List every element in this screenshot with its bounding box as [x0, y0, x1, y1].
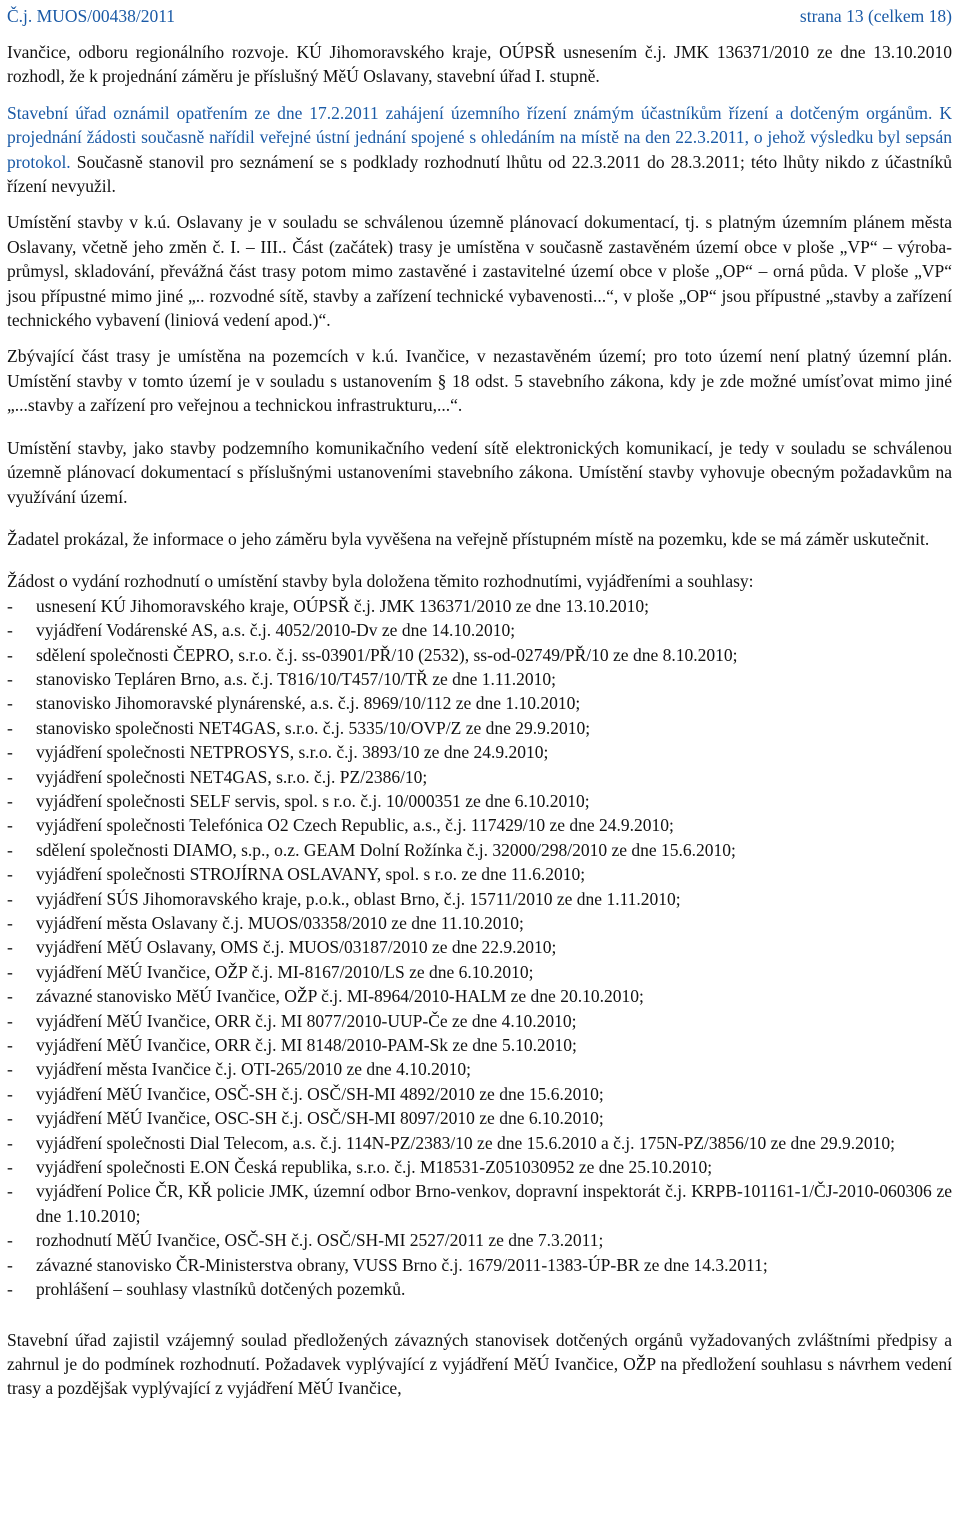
list-dash: -: [7, 790, 13, 811]
list-item: [7, 789, 952, 813]
list-item-text: vyjádření MěÚ Ivančice, OSC-SH č.j. OSČ/SH-MI 8097/2010 ze dne 6.10.2010;: [36, 1108, 604, 1129]
list-dash: -: [7, 1181, 13, 1202]
paragraph-coordination: Stavební úřad zajistil vzájemný soulad předložených závazných stanovisek dotčených orgánů vyžadovaných zvláštními předpisy a zahrnul je do podmínek rozhodnutí. Požadavek vyplývající z vyjádření MěÚ Ivančice, OŽP na předložení souhlasu s návrhem vedení trasy a pozdějšak vyplývající z vyjádření MěÚ Ivančice,: [7, 1329, 952, 1399]
list-item: [7, 716, 952, 740]
list-item: [7, 1277, 952, 1301]
list-item: [7, 740, 952, 764]
list-dash: -: [7, 595, 13, 616]
list-item: [7, 1082, 952, 1106]
list-dash: -: [7, 961, 13, 982]
list-dash: -: [7, 766, 13, 787]
paragraph-documents-intro: Žádost o vydání rozhodnutí o umístění stavby byla doložena těmito rozhodnutími, vyjádřeními a souhlasy:: [7, 571, 754, 592]
list-dash: -: [7, 815, 13, 836]
list-dash: -: [7, 986, 13, 1007]
list-item-text: rozhodnutí MěÚ Ivančice, OSČ-SH č.j. OSČ/SH-MI 2527/2011 ze dne 7.3.2011;: [36, 1230, 604, 1251]
list-item: [7, 887, 952, 911]
list-item: [7, 618, 952, 642]
list-item: [7, 911, 952, 935]
paragraph-notice: Žadatel prokázal, že informace o jeho záměru byla vyvěšena na veřejně přístupném místě na pozemku, kde se má záměr uskutečnit.: [7, 528, 930, 549]
list-item-text: vyjádření MěÚ Ivančice, OSČ-SH č.j. OSČ/SH-MI 4892/2010 ze dne 15.6.2010;: [36, 1083, 604, 1104]
list-item-text: vyjádření společnosti NETPROSYS, s.r.o. č.j. 3893/10 ze dne 24.9.2010;: [36, 742, 549, 763]
list-item-text: vyjádření společnosti SELF servis, spol. s r.o. č.j. 10/000351 ze dne 6.10.2010;: [36, 790, 590, 811]
list-dash: -: [7, 1083, 13, 1104]
list-item-text: vyjádření společnosti STROJÍRNA OSLAVANY, spol. s r.o. ze dne 11.6.2010;: [36, 864, 586, 885]
list-dash: -: [7, 1010, 13, 1031]
list-dash: -: [7, 937, 13, 958]
list-item-text: vyjádření společnosti E.ON Česká republika, s.r.o. č.j. M18531-Z051030952 ze dne 25.10.2010;: [36, 1157, 713, 1178]
list-item-text: vyjádření společnosti NET4GAS, s.r.o. č.j. PZ/2386/10;: [36, 766, 428, 787]
list-item-text: vyjádření MěÚ Ivančice, OŽP č.j. MI-8167/2010/LS ze dne 6.10.2010;: [36, 961, 534, 982]
list-dash: -: [7, 864, 13, 885]
list-item-text: vyjádření MěÚ Ivančice, ORR č.j. MI 8148/2010-PAM-Sk ze dne 5.10.2010;: [36, 1035, 577, 1056]
list-item: [7, 594, 952, 618]
list-item: [7, 1009, 952, 1033]
paragraph-jurisdiction: Ivančice, odboru regionálního rozvoje. KÚ Jihomoravského kraje, OÚPSŘ usnesením č.j. JMK 136371/2010 ze dne 13.10.2010 rozhodl, že k projednání záměru je příslušný MěÚ Oslavany, stavební úřad I. stupně.: [7, 42, 952, 87]
list-item: [7, 1179, 952, 1228]
list-item: [7, 984, 952, 1008]
list-item: [7, 1253, 952, 1277]
list-dash: -: [7, 913, 13, 933]
list-dash: -: [7, 1108, 13, 1129]
list-item-text: vyjádření Vodárenské AS, a.s. č.j. 4052/2010-Dv ze dne 14.10.2010;: [36, 620, 516, 641]
list-item-text: sdělení společnosti DIAMO, s.p., o.z. GEAM Dolní Rožínka č.j. 32000/298/2010 ze dne 15.6.2010;: [36, 839, 736, 860]
list-item-text: vyjádření MěÚ Ivančice, ORR č.j. MI 8077/2010-UUP-Če ze dne 4.10.2010;: [36, 1010, 577, 1031]
document-reference: Č.j. MUOS/00438/2011: [7, 6, 176, 26]
list-item-text: stanovisko společnosti NET4GAS, s.r.o. č.j. 5335/10/OVP/Z ze dne 29.9.2010;: [36, 717, 591, 738]
list-item-text: usnesení KÚ Jihomoravského kraje, OÚPSŘ č.j. JMK 136371/2010 ze dne 13.10.2010;: [36, 595, 649, 616]
list-item: [7, 813, 952, 837]
list-dash: -: [7, 620, 13, 641]
paragraph-proceedings-part-1: Stavební úřad oznámil opatřením ze dne 17.2.2011 zahájení územního řízení známým účastníkům řízení a dotčeným orgánům. K projednání žádosti současně nařídil veřejné ústní jednání spojené s ohledáním na místě na den 22.3.2011, o jehož výsledku byl sepsán protokol.: [7, 102, 952, 172]
paragraph-unplanned-area: Zbývající část trasy je umístěna na pozemcích v k.ú. Ivančice, v nezastavěném území; pro toto území není platný územní plán. Umístění stavby v tomto území je v souladu s ustanovením § 18 odst. 5 stavebního zákona, kdy je zde možné umísťovat mimo jiné „...stavby a zařízení pro veřejnou a technickou infrastrukturu,...“.: [7, 346, 952, 416]
paragraph-land-use-plan: Umístění stavby v k.ú. Oslavany je v souladu se schválenou územně plánovací dokumentací, tj. s platným územním plánem města Oslavany, včetně jeho změn č. I. – III.. Část (začátek) trasy je umístěna v současně zastavěném území obce v ploše „VP“ – výroba-průmysl, skladování, převážná část trasy potom mimo zastavěné i zastavitelné území obce v ploše „OP“ – orná půda. V ploše „VP“ jsou přípustné mimo jiné „.. rozvodné sítě, stavby a zařízení technické vybavenosti...“, v ploše „OP“ jsou přípustné „stavby a zařízení technického vybavení (liniová vedení apod.)“.: [7, 212, 952, 331]
paragraph-proceedings-part-2: Současně stanovil pro seznámení se s podklady rozhodnutí lhůtu od 22.3.2011 do 28.3.2011; této lhůty nikdo z účastníků řízení nevyužil.: [7, 151, 952, 197]
list-item: [7, 643, 952, 667]
list-item: [7, 862, 952, 886]
list-item: [7, 1033, 952, 1057]
list-item-text: stanovisko Jihomoravské plynárenské, a.s. č.j. 8969/10/112 ze dne 1.10.2010;: [36, 693, 581, 714]
list-dash: -: [7, 644, 13, 665]
list-item-text: závazné stanovisko MěÚ Ivančice, OŽP č.j. MI-8964/2010-HALM ze dne 20.10.2010;: [36, 986, 644, 1007]
list-dash: -: [7, 1254, 13, 1275]
list-item-text: vyjádření Police ČR, KŘ policie JMK, územní odbor Brno-venkov, dopravní inspektorát č.j. KRPB-101161-1/ČJ-2010-060306 ze dne 1.10.2010;: [36, 1181, 952, 1226]
list-dash: -: [7, 1132, 13, 1153]
list-dash: -: [7, 717, 13, 738]
list-dash: -: [7, 1059, 13, 1080]
list-item-text: vyjádření společnosti Telefónica O2 Czech Republic, a.s., č.j. 117429/10 ze dne 24.9.2010;: [36, 815, 674, 836]
documents-list: [7, 594, 952, 1302]
list-item: [7, 960, 952, 984]
list-dash: -: [7, 693, 13, 714]
list-item-text: závazné stanovisko ČR-Ministerstva obrany, VUSS Brno č.j. 1679/2011-1383-ÚP-BR ze dne 14.3.2011;: [36, 1254, 768, 1275]
paragraph-compliance: Umístění stavby, jako stavby podzemního komunikačního vedení sítě elektronických komunikací, je tedy v souladu se schválenou územně plánovací dokumentací s příslušnými ustanoveními stavebního zákona. Umístění stavby vyhovuje obecným požadavkům na využívání území.: [7, 437, 952, 507]
list-dash: -: [7, 888, 13, 909]
list-item: [7, 667, 952, 691]
list-item-text: stanovisko Tepláren Brno, a.s. č.j. T816/10/T457/10/TŘ ze dne 1.11.2010;: [36, 668, 556, 689]
list-dash: -: [7, 1157, 13, 1178]
page-number: strana 13 (celkem 18): [799, 6, 952, 26]
list-dash: -: [7, 1279, 13, 1300]
list-item: [7, 935, 952, 959]
list-item: [7, 1106, 952, 1130]
list-item-text: prohlášení – souhlasy vlastníků dotčených pozemků.: [36, 1279, 406, 1300]
list-item: [7, 838, 952, 862]
list-dash: -: [7, 1035, 13, 1056]
list-item: [7, 765, 952, 789]
list-item-text: vyjádření společnosti Dial Telecom, a.s. č.j. 114N-PZ/2383/10 ze dne 15.6.2010 a č.j. 175N-PZ/3856/10 ze dne 29.9.2010;: [36, 1132, 896, 1153]
list-item-text: vyjádření SÚS Jihomoravského kraje, p.o.k., oblast Brno, č.j. 15711/2010 ze dne 1.11.2010;: [36, 888, 681, 909]
list-dash: -: [7, 839, 13, 860]
list-item: [7, 1228, 952, 1252]
list-item: [7, 691, 952, 715]
list-item-text: vyjádření MěÚ Oslavany, OMS č.j. MUOS/03187/2010 ze dne 22.9.2010;: [36, 937, 557, 958]
page-header: [7, 4, 952, 28]
list-item: [7, 1131, 952, 1155]
list-item-text: vyjádření města Ivančice č.j. OTI-265/2010 ze dne 4.10.2010;: [36, 1059, 471, 1080]
list-item: [7, 1155, 952, 1179]
list-dash: -: [7, 1230, 13, 1251]
paragraph-proceedings: [7, 101, 952, 199]
list-item: [7, 1057, 952, 1081]
list-dash: -: [7, 668, 13, 689]
list-item-text: vyjádření města Oslavany č.j. MUOS/03358/2010 ze dne 11.10.2010;: [36, 913, 524, 933]
list-item-text: sdělení společnosti ČEPRO, s.r.o. č.j. ss-03901/PŘ/10 (2532), ss-od-02749/PŘ/10 ze dne 8.10.2010;: [36, 644, 738, 665]
list-dash: -: [7, 742, 13, 763]
